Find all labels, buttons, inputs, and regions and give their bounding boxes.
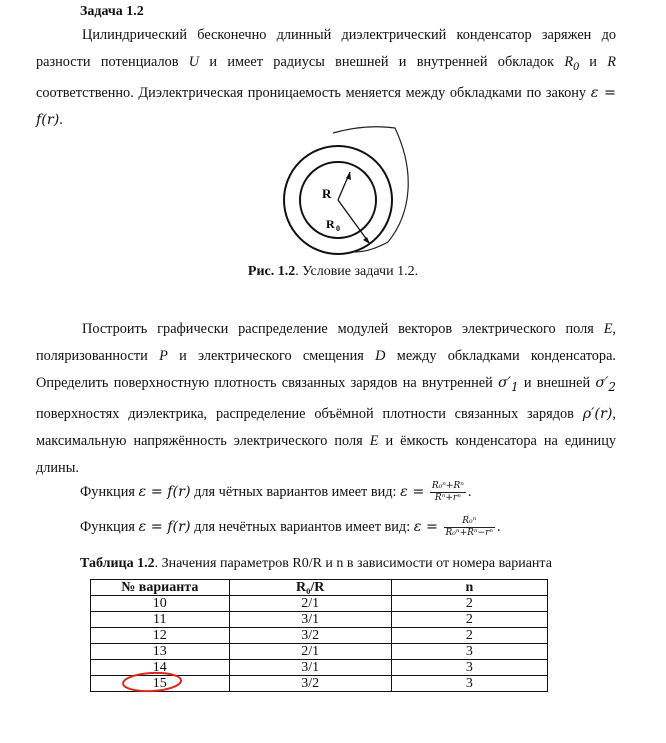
cell-n: 2 bbox=[391, 628, 547, 644]
cell-n: 3 bbox=[391, 676, 547, 692]
cell-variant: 15 bbox=[91, 676, 230, 692]
cell-n: 2 bbox=[391, 596, 547, 612]
cell-ratio: 3/1 bbox=[229, 612, 391, 628]
table-caption: Таблица 1.2. Значения параметров R0/R и n в зависимости от номера варианта bbox=[80, 556, 552, 571]
label-r0-sub: 0 bbox=[336, 224, 340, 233]
cell-ratio: 2/1 bbox=[229, 644, 391, 660]
header-ratio: R₀/R bbox=[229, 580, 391, 596]
red-circle-annotation bbox=[118, 668, 188, 696]
cell-variant: 12 bbox=[91, 628, 230, 644]
header-n: n bbox=[391, 580, 547, 596]
capacitor-figure bbox=[270, 120, 420, 262]
cell-variant: 10 bbox=[91, 596, 230, 612]
task-paragraph: Построить графически распределение модулей векторов электрического поля E, поляризованности P и электрического смещения D между обкладками конденсатора. Определить поверхностную плотность связанных зарядов на внутренней $\sigma'_1$ и внешней $\sigma'_2$ поверхностях диэлектрика, распределение объёмной плотности связанных зарядов ρ′(r), максимальную напряжённость электрического поля E и ёмкость конденсатора на единицу длины. bbox=[36, 321, 617, 476]
odd-fraction: $\frac{\text{R₀ⁿ}}{\text{R₀ⁿ+Rⁿ−rⁿ}}$ bbox=[445, 516, 494, 538]
cell-n: 3 bbox=[391, 660, 547, 676]
cell-variant: 14 bbox=[91, 660, 230, 676]
cell-variant: 13 bbox=[91, 644, 230, 660]
problem-title: Задача 1.2 bbox=[80, 4, 144, 19]
label-r0: R bbox=[326, 217, 335, 231]
table-row bbox=[91, 596, 548, 612]
odd-function-line: Функция ε = f(r) для нечётных вариантов имеет вид: ε = $\frac{\text{R₀ⁿ}}{\text{R₀ⁿ+Rⁿ−rⁿ}}$ . bbox=[80, 516, 501, 538]
highlight-ellipse bbox=[123, 671, 182, 692]
even-fraction: $\frac{\text{R₀ⁿ+Rⁿ}}{\text{Rⁿ+rⁿ}}$ bbox=[431, 481, 464, 503]
cell-ratio: 3/2 bbox=[229, 676, 391, 692]
header-variant: № варианта bbox=[91, 580, 230, 596]
even-function-line: Функция ε = f(r) для чётных вариантов имеет вид: ε = $\frac{\text{R₀ⁿ+Rⁿ}}{\text{Rⁿ+rⁿ}}$ . bbox=[80, 481, 472, 503]
table-row bbox=[91, 628, 548, 644]
table-header-row bbox=[91, 580, 548, 596]
cell-n: 2 bbox=[391, 612, 547, 628]
label-r: R bbox=[322, 186, 332, 201]
problem-intro: Цилиндрический бесконечно длинный диэлектрический конденсатор заряжен до разности потенциалов U и имеет радиусы внешней и внутренней обкладок $R_0$ и R соответственно. Диэлектрическая проницаемость меняется между обкладками по закону ε = f(r). bbox=[36, 27, 617, 128]
radius-r0-arrowhead bbox=[363, 237, 370, 244]
cell-variant: 11 bbox=[91, 612, 230, 628]
cell-ratio: 2/1 bbox=[229, 596, 391, 612]
figure-caption: Рис. 1.2. Условие задачи 1.2. bbox=[247, 264, 419, 279]
cell-n: 3 bbox=[391, 644, 547, 660]
table-row bbox=[91, 612, 548, 628]
table-row bbox=[91, 644, 548, 660]
cell-ratio: 3/1 bbox=[229, 660, 391, 676]
cell-ratio: 3/2 bbox=[229, 628, 391, 644]
